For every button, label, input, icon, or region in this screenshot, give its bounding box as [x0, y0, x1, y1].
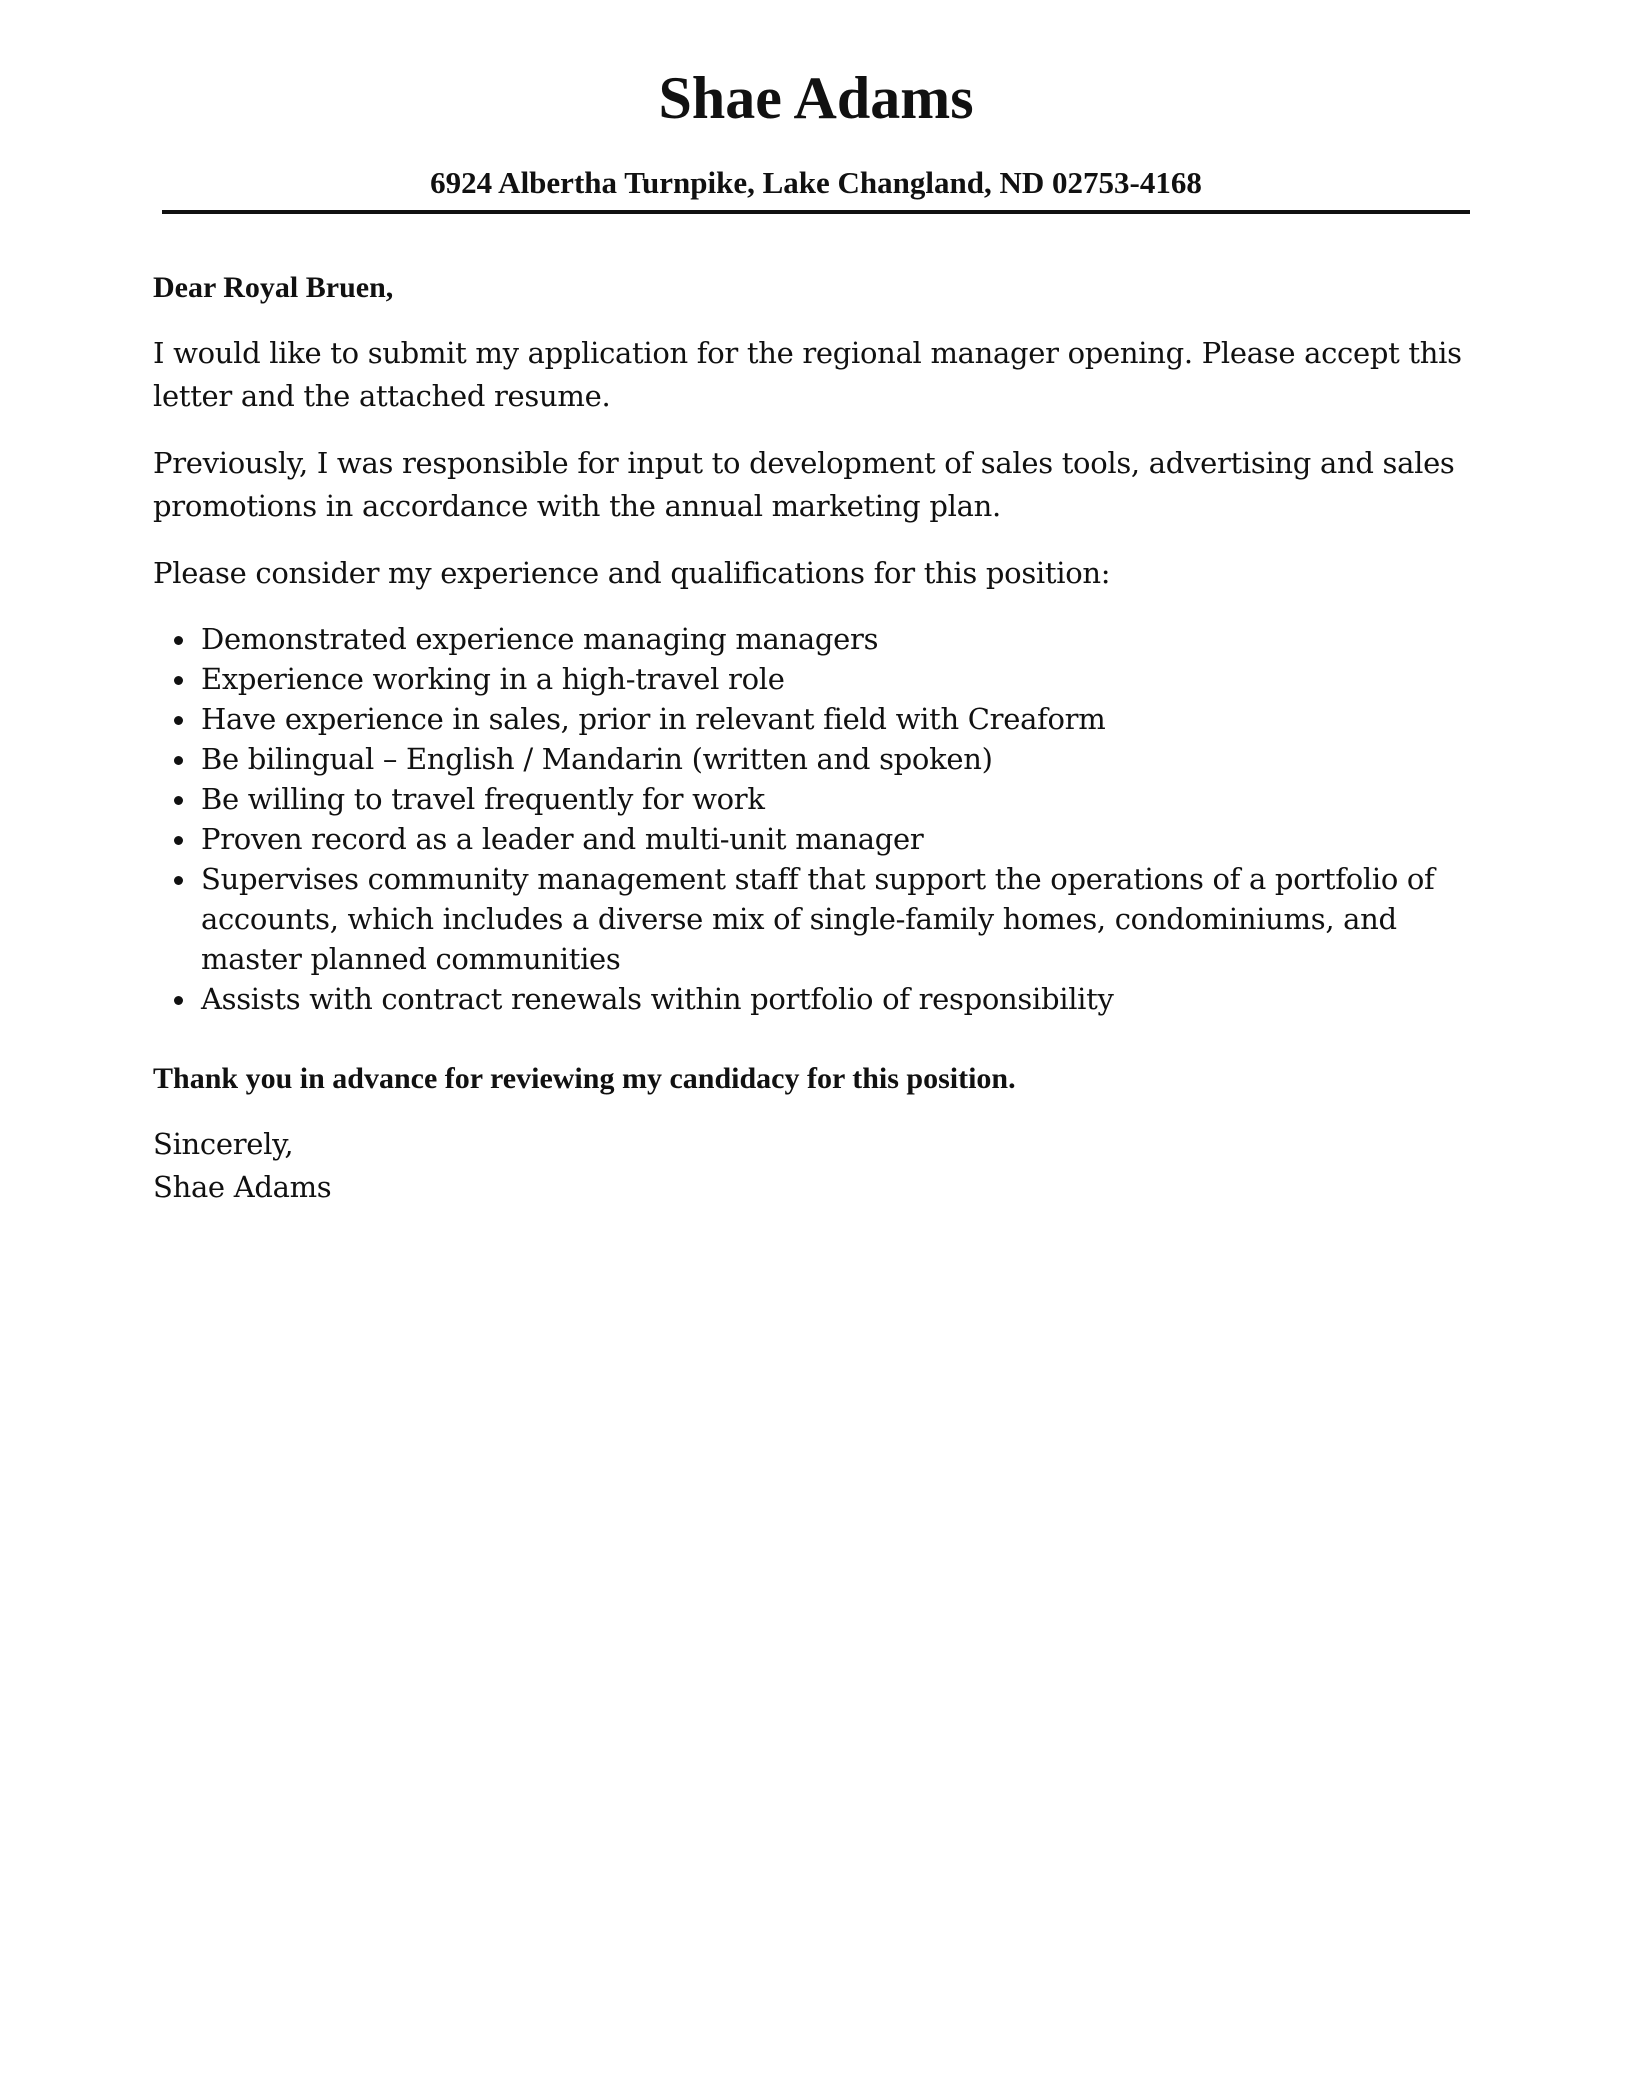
list-item-text: Demonstrated experience managing managers — [201, 622, 879, 656]
list-item-text: Assists with contract renewals within portfolio of responsibility — [201, 982, 1114, 1016]
list-item-text: Have experience in sales, prior in relevant field with Creaform — [201, 702, 1106, 736]
intro-paragraph: I would like to submit my application for the regional manager opening. Please accept this letter and the attached resume. — [153, 336, 1462, 413]
qualifications-list — [153, 619, 1483, 1019]
list-item — [201, 739, 1483, 779]
salutation: Dear Royal Bruen, — [153, 271, 394, 304]
list-item — [201, 699, 1483, 739]
bullet-icon — [174, 996, 183, 1005]
list-item — [201, 859, 1483, 979]
signature-name: Shae Adams — [153, 1170, 332, 1204]
bullet-icon — [174, 876, 183, 885]
bullet-icon — [174, 836, 183, 845]
bullet-icon — [174, 756, 183, 765]
list-item — [201, 779, 1483, 819]
qualifications-intro: Please consider my experience and qualifications for this position: — [153, 556, 1111, 590]
list-item-text: Proven record as a leader and multi-unit manager — [201, 822, 924, 856]
list-item-text: Be willing to travel frequently for work — [201, 782, 765, 816]
experience-paragraph: Previously, I was responsible for input to development of sales tools, advertising and sales promotions in accordance with the annual marketing plan. — [153, 446, 1455, 523]
list-item-text: Supervises community management staff that support the operations of a portfolio of accounts, which includes a diverse mix of single-family homes, condominiums, and master planned communities — [201, 862, 1435, 976]
list-item — [201, 659, 1483, 699]
applicant-name: Shae Adams — [658, 65, 974, 131]
list-item-text: Experience working in a high-travel role — [201, 662, 785, 696]
list-item — [201, 619, 1483, 659]
header-divider — [162, 210, 1470, 214]
letter-header — [162, 58, 1470, 204]
applicant-address: 6924 Albertha Turnpike, Lake Changland, ND 02753-4168 — [430, 165, 1202, 200]
signoff: Sincerely, — [153, 1127, 294, 1161]
bullet-icon — [174, 636, 183, 645]
letter-body — [153, 268, 1483, 1209]
bullet-icon — [174, 796, 183, 805]
list-item — [201, 979, 1483, 1019]
bullet-icon — [174, 676, 183, 685]
bullet-icon — [174, 716, 183, 725]
closing-line: Thank you in advance for reviewing my candidacy for this position. — [153, 1062, 1016, 1095]
list-item-text: Be bilingual – English / Mandarin (written and spoken) — [201, 742, 993, 776]
list-item — [201, 819, 1483, 859]
